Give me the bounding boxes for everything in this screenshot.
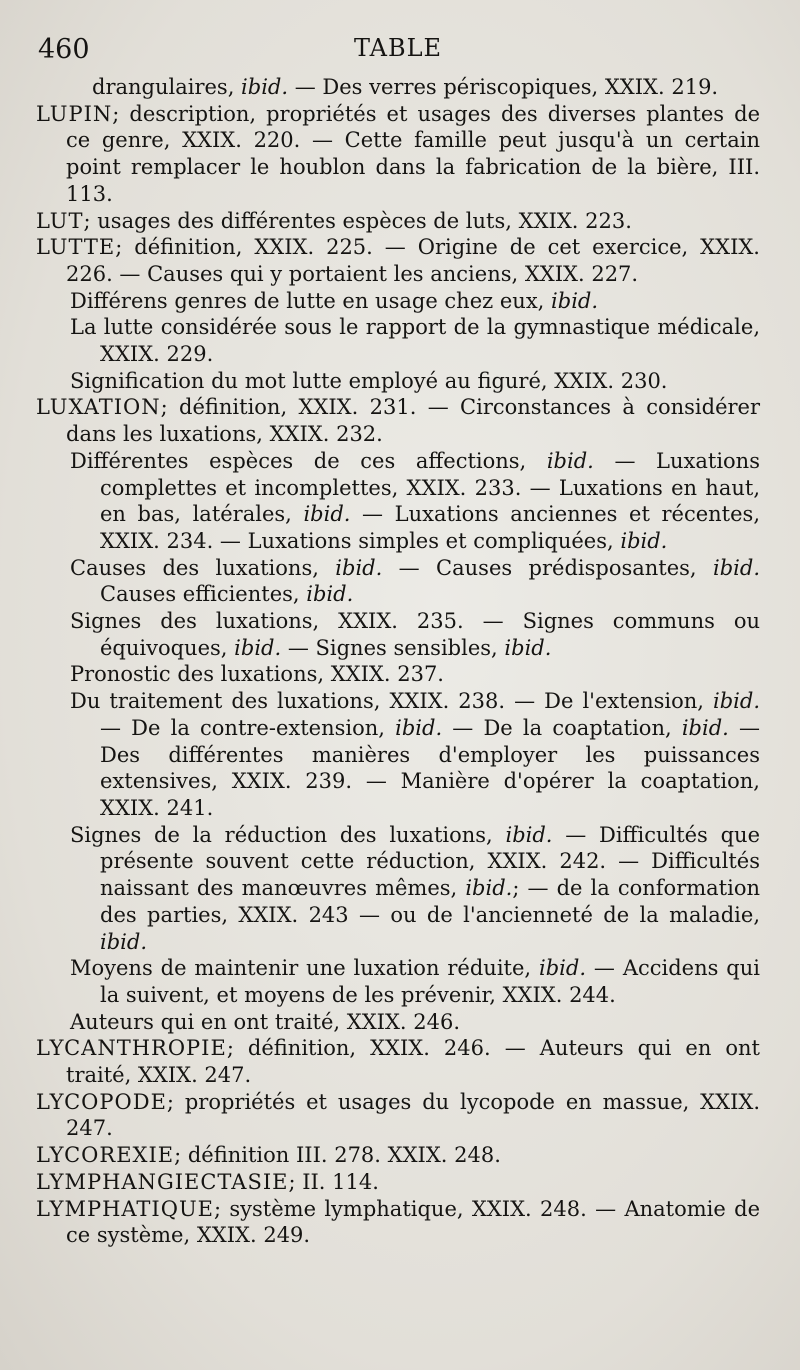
entry-text: ; système lymphatique, XXIX. 248. — Anatomie de ce système, XXIX. 249. (66, 1196, 760, 1248)
entry-text: ; usages des différentes espèces de luts, XXIX. 223. (83, 208, 632, 233)
index-entries (36, 74, 760, 1249)
entry-text: ; définition, XXIX. 231. — Circonstances à considérer dans les luxations, XXIX. 232. (66, 395, 760, 447)
index-entry (36, 1142, 760, 1169)
index-subentry (36, 448, 760, 555)
entry-text: ; propriétés et usages du lycopode en massue, XXIX. 247. (66, 1089, 760, 1141)
index-entry (36, 1035, 760, 1088)
index-entry (36, 101, 760, 208)
entry-text: Différentes espèces de ces affections, ibid. — Luxations complettes et incomplettes, XXIX. 233. — Luxations en haut, en bas, latérales, ibid. — Luxations anciennes et récentes, XXIX. 234. — Luxations simples et compliquées, ibid. (70, 448, 760, 553)
entry-text: ; définition, XXIX. 225. — Origine de cet exercice, XXIX. 226. — Causes qui y portaient les anciens, XXIX. 227. (66, 235, 760, 286)
entry-headword: LUXATION (36, 395, 161, 420)
index-subentry (36, 955, 760, 1008)
entry-headword: LUTTE (36, 235, 116, 260)
entry-headword: LUPIN (36, 101, 113, 126)
index-subentry (36, 688, 760, 822)
entry-headword: LYMPHATIQUE (36, 1196, 214, 1221)
entry-headword: LYCANTHROPIE (36, 1036, 227, 1061)
index-subentry (36, 1009, 760, 1036)
index-subentry (36, 368, 760, 395)
entry-text: Pronostic des luxations, XXIX. 237. (70, 662, 444, 687)
entry-headword: LYCOREXIE (36, 1143, 175, 1168)
entry-headword: LYCOPODE (36, 1089, 167, 1114)
entry-text: Signification du mot lutte employé au figuré, XXIX. 230. (70, 368, 668, 393)
index-subentry (36, 608, 760, 661)
page-header (36, 30, 760, 74)
index-subentry (36, 822, 760, 956)
entry-headword: LYMPHANGIECTASIE (36, 1169, 289, 1194)
entry-text: Causes des luxations, ibid. — Causes prédisposantes, ibid. Causes efficientes, ibid. (70, 555, 760, 607)
entry-text: Différens genres de lutte en usage chez eux, ibid. (70, 288, 599, 313)
entry-text: drangulaires, ibid. — Des verres périscopiques, XXIX. 219. (92, 75, 719, 99)
entry-text: Moyens de maintenir une luxation réduite, ibid. — Accidens qui la suivent, et moyens de les prévenir, XXIX. 244. (70, 956, 760, 1007)
index-subentry (36, 314, 760, 367)
entry-text: Auteurs qui en ont traité, XXIX. 246. (70, 1009, 461, 1034)
entry-text: ; définition, XXIX. 246. — Auteurs qui en ont traité, XXIX. 247. (66, 1036, 760, 1088)
entry-text: ; définition III. 278. XXIX. 248. (174, 1143, 501, 1168)
index-continuation (36, 74, 760, 101)
entry-text: Du traitement des luxations, XXIX. 238. — De l'extension, ibid. — De la contre-extension, ibid. — De la coaptation, ibid. — Des différentes manières d'employer les puissances extensives, XXIX. 239. — Manière d'opérer la coaptation, XXIX. 241. (70, 689, 760, 820)
index-entry (36, 234, 760, 287)
page-number: 460 (38, 34, 90, 65)
entry-text: ; description, propriétés et usages des diverses plantes de ce genre, XXIX. 220. — Cette famille peut jusqu'à un certain point remplacer le houblon dans la fabrication de la bière, III. 113. (66, 101, 760, 206)
entry-text: Signes des luxations, XXIX. 235. — Signes communs ou équivoques, ibid. — Signes sensibles, ibid. (70, 609, 760, 660)
index-entry (36, 394, 760, 447)
index-entry (36, 1196, 760, 1249)
index-subentry (36, 288, 760, 315)
index-subentry (36, 555, 760, 608)
running-head: TABLE (353, 34, 443, 62)
index-entry (36, 1089, 760, 1142)
entry-text: Signes de la réduction des luxations, ibid. — Difficultés que présente souvent cette réduction, XXIX. 242. — Difficultés naissant des manœuvres mêmes, ibid.; — de la conformation des parties, XXIX. 243 — ou de l'ancienneté de la maladie, ibid. (70, 822, 760, 954)
entry-headword: LUT (36, 208, 84, 233)
index-subentry (36, 661, 760, 688)
entry-text: La lutte considérée sous le rapport de la gymnastique médicale, XXIX. 229. (70, 315, 760, 367)
index-entry (36, 1169, 760, 1196)
entry-text: ; II. 114. (288, 1169, 379, 1194)
index-entry (36, 208, 760, 235)
